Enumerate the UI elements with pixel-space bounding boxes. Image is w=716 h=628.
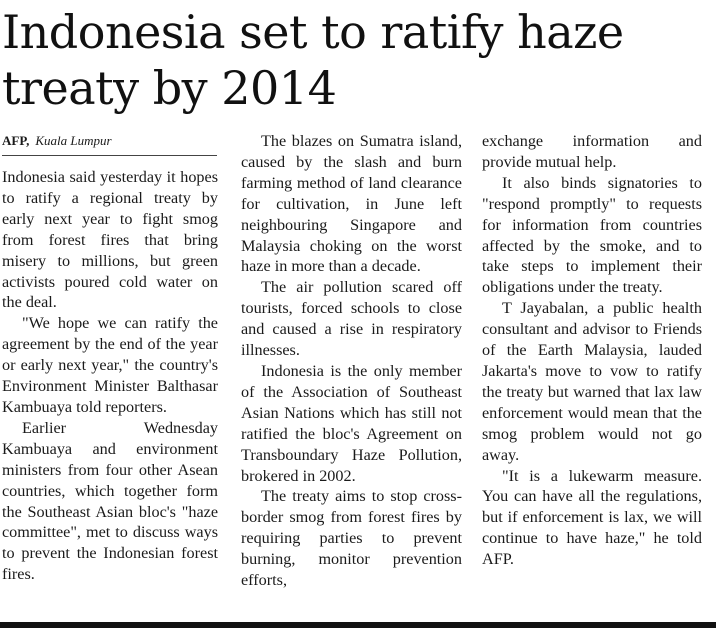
- byline: [2, 132, 217, 156]
- paragraph: It also binds signatories to "respond promptly" to requests for information from countries affected by the smoke, and to take steps to implement their obligations under the treaty.: [482, 173, 702, 297]
- paragraph: "It is a lukewarm measure. You can have all the regulations, but if enforcement is lax, we will continue to have haze," he told AFP.: [482, 466, 702, 569]
- byline-agency: AFP,: [2, 133, 30, 148]
- paragraph: Indonesia said yesterday it hopes to ratify a regional treaty by early next year to fight smog from forest fires that bring misery to millions, but green activists poured cold water on the deal.: [2, 168, 218, 312]
- byline-location: Kuala Lumpur: [35, 133, 112, 148]
- bottom-border: [0, 622, 716, 628]
- paragraph: The blazes on Sumatra island, caused by the slash and burn farming method of land clearance for cultivation, in June left neighbouring Singapore and Malaysia choking on the worst haze in more than a decade.: [241, 132, 462, 276]
- paragraph: Indonesia is the only member of the Association of Southeast Asian Nations which has still not ratified the bloc's Agreement on Transboundary Haze Pollution, brokered in 2002.: [241, 361, 462, 485]
- article-column-2: [241, 131, 462, 591]
- paragraph: exchange information and provide mutual help.: [482, 132, 702, 171]
- paragraph: The treaty aims to stop cross-border smog from forest fires by requiring parties to prevent burning, monitor prevention efforts,: [241, 487, 462, 590]
- paragraph: "We hope we can ratify the agreement by the end of the year or early next year," the country's Environment Minister Balthasar Kambuaya told reporters.: [2, 314, 218, 416]
- article-column-1: [2, 167, 218, 585]
- headline: Indonesia set to ratify haze treaty by 2014: [2, 5, 624, 115]
- paragraph: Earlier Wednesday Kambuaya and environment ministers from four other Asean countries, which together form the Southeast Asian bloc's "haze committee", met to discuss ways to prevent the Indonesian forest fires.: [2, 418, 218, 584]
- paragraph: The air pollution scared off tourists, forced schools to close and caused a rise in respiratory illnesses.: [241, 278, 462, 360]
- article-column-3: [482, 131, 702, 570]
- paragraph: T Jayabalan, a public health consultant and advisor to Friends of the Earth Malaysia, lauded Jakarta's move to vow to ratify the treaty but warned that lax law enforcement would mean that the smog problem would not go away.: [482, 299, 702, 464]
